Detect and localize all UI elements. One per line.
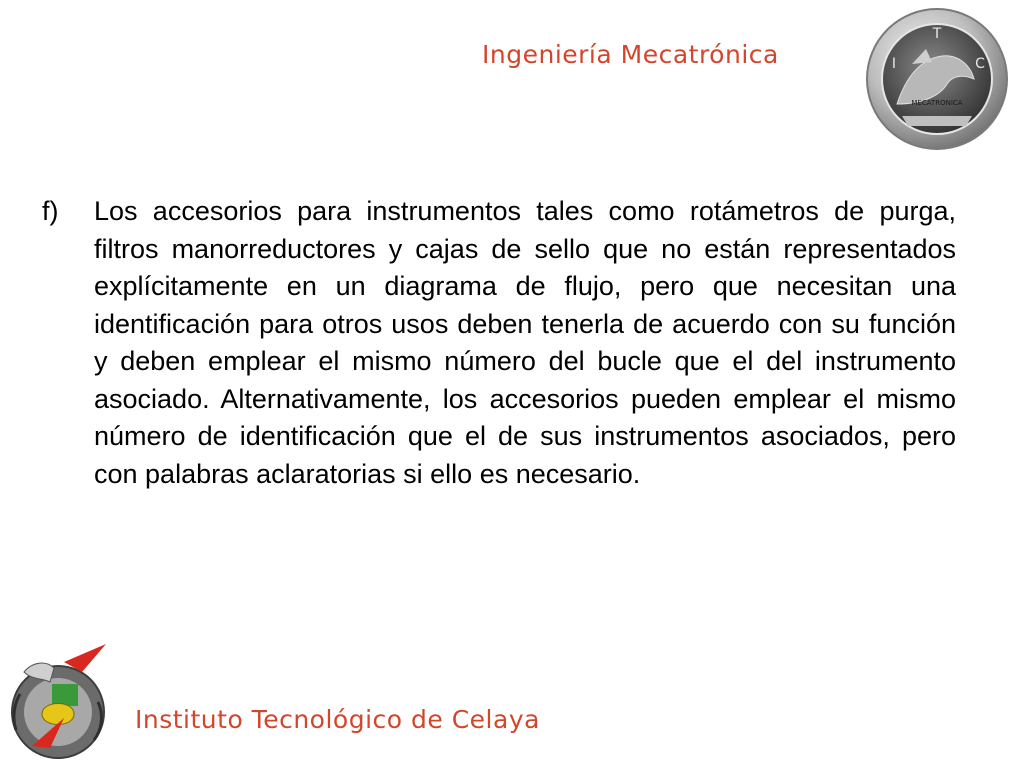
seal-caption: MECATRONICA [911, 99, 963, 107]
footer-title: Instituto Tecnológico de Celaya [135, 705, 540, 734]
seal-letter-c: C [975, 56, 985, 72]
body-text-block [42, 193, 956, 493]
itc-crest-icon [2, 642, 114, 766]
list-marker: f) [42, 196, 59, 226]
header-title: Ingeniería Mecatrónica [482, 40, 779, 69]
seal-letter-i: I [891, 56, 897, 72]
body-paragraph: Los accesorios para instrumentos tales como rotámetros de purga, filtros manorreductores y cajas de sello que no están representados explícitamente en un diagrama de flujo, pero que necesitan una identificación para otros usos deben tenerla de acuerdo con su función y deben emplear el mismo número del bucle que el del instrumento asociado. Alternativamente, los accesorios pueden emplear el mismo número de identificación que el de sus instrumentos asociados, pero con palabras aclaratorias si ello es necesario. [94, 196, 956, 489]
seal-letter-t: T [932, 26, 942, 42]
mechatronics-seal-icon [862, 4, 1012, 154]
